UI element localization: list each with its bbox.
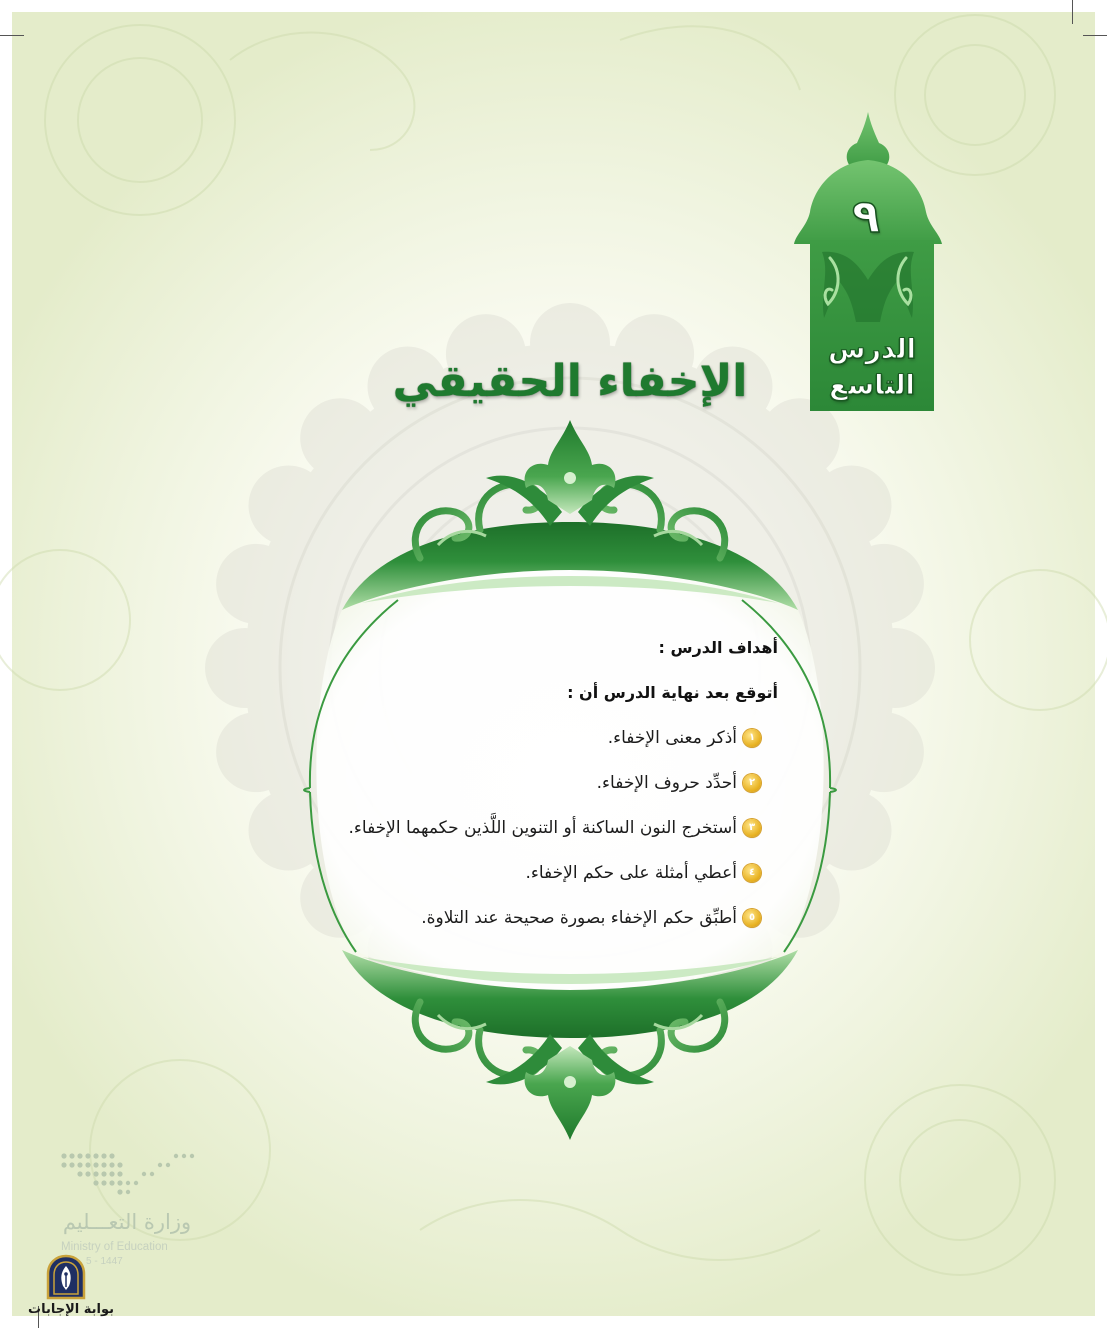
logo-dot — [174, 1154, 178, 1158]
item-number-badge: ٤ — [743, 864, 761, 882]
list-item — [278, 723, 778, 753]
logo-dot — [77, 1171, 82, 1176]
portal-logo-label: بوابة الإجابات — [28, 1302, 114, 1317]
ministry-name-arabic: وزارة التعـــليم — [62, 1210, 192, 1234]
logo-dot — [69, 1153, 74, 1158]
logo-dot — [117, 1180, 122, 1185]
ministry-year: 5 - 1447 — [86, 1256, 123, 1267]
logo-dot — [109, 1180, 114, 1185]
lesson-label-line2: التاسع — [829, 370, 915, 401]
logo-dot — [61, 1162, 66, 1167]
logo-dot — [109, 1162, 114, 1167]
logo-dot — [69, 1162, 74, 1167]
ministry-dots-logo-icon — [58, 1150, 203, 1200]
item-text: أطبِّق حكم الإخفاء بصورة صحيحة عند التلاوة. — [421, 908, 737, 928]
crop-mark — [1072, 0, 1073, 24]
logo-dot — [77, 1162, 82, 1167]
logo-dot — [126, 1190, 130, 1194]
lantern-logo-icon — [44, 1254, 88, 1300]
item-text: أستخرج النون الساكنة أو التنوين اللَّذين حكمهما الإخفاء. — [348, 818, 737, 838]
item-number-badge: ٣ — [743, 819, 761, 837]
lesson-label-line1: الدرس — [828, 334, 916, 365]
mandala-scallop — [812, 466, 892, 546]
item-number-badge: ٢ — [743, 774, 761, 792]
logo-dot — [109, 1153, 114, 1158]
item-text: أحدِّد حروف الإخفاء. — [596, 773, 737, 793]
logo-dot — [85, 1162, 90, 1167]
list-item — [278, 813, 778, 843]
logo-dot — [190, 1154, 194, 1158]
logo-dot — [182, 1154, 186, 1158]
logo-dot — [77, 1153, 82, 1158]
logo-dot — [117, 1171, 122, 1176]
frame-ornament-bottom — [342, 950, 798, 1140]
logo-dot — [101, 1180, 106, 1185]
lesson-objectives — [278, 633, 778, 948]
objectives-intro: أتوقع بعد نهاية الدرس أن : — [567, 683, 778, 702]
ministry-name-english: Ministry of Education — [61, 1241, 168, 1253]
logo-dot — [109, 1171, 114, 1176]
logo-dot — [126, 1181, 130, 1185]
logo-dot — [142, 1172, 146, 1176]
logo-dot — [117, 1162, 122, 1167]
mandala-scallop — [249, 466, 329, 546]
logo-dot — [117, 1189, 122, 1194]
logo-dot — [85, 1171, 90, 1176]
logo-dot — [150, 1172, 154, 1176]
objectives-heading: أهداف الدرس : — [658, 638, 778, 657]
logo-dot — [93, 1162, 98, 1167]
mandala-scallop — [855, 628, 935, 708]
logo-dot — [101, 1153, 106, 1158]
list-item — [278, 858, 778, 888]
logo-dot — [93, 1171, 98, 1176]
logo-dot — [61, 1153, 66, 1158]
logo-dot — [101, 1162, 106, 1167]
page-title: الإخفاء الحقيقي — [392, 356, 748, 407]
item-text: أعطي أمثلة على حكم الإخفاء. — [525, 863, 737, 883]
logo-dot — [93, 1153, 98, 1158]
lesson-number: ٩ — [851, 189, 881, 243]
item-text: أذكر معنى الإخفاء. — [607, 728, 737, 748]
list-item — [278, 903, 778, 933]
crop-mark — [0, 35, 24, 36]
logo-dot — [93, 1180, 98, 1185]
logo-dot — [158, 1163, 162, 1167]
logo-dot — [101, 1171, 106, 1176]
logo-dot — [134, 1181, 138, 1185]
list-item — [278, 768, 778, 798]
crop-mark — [1083, 35, 1107, 36]
mandala-scallop — [205, 628, 285, 708]
item-number-badge: ٥ — [743, 909, 761, 927]
item-number-badge: ١ — [743, 729, 761, 747]
logo-dot — [85, 1153, 90, 1158]
logo-dot — [166, 1163, 170, 1167]
